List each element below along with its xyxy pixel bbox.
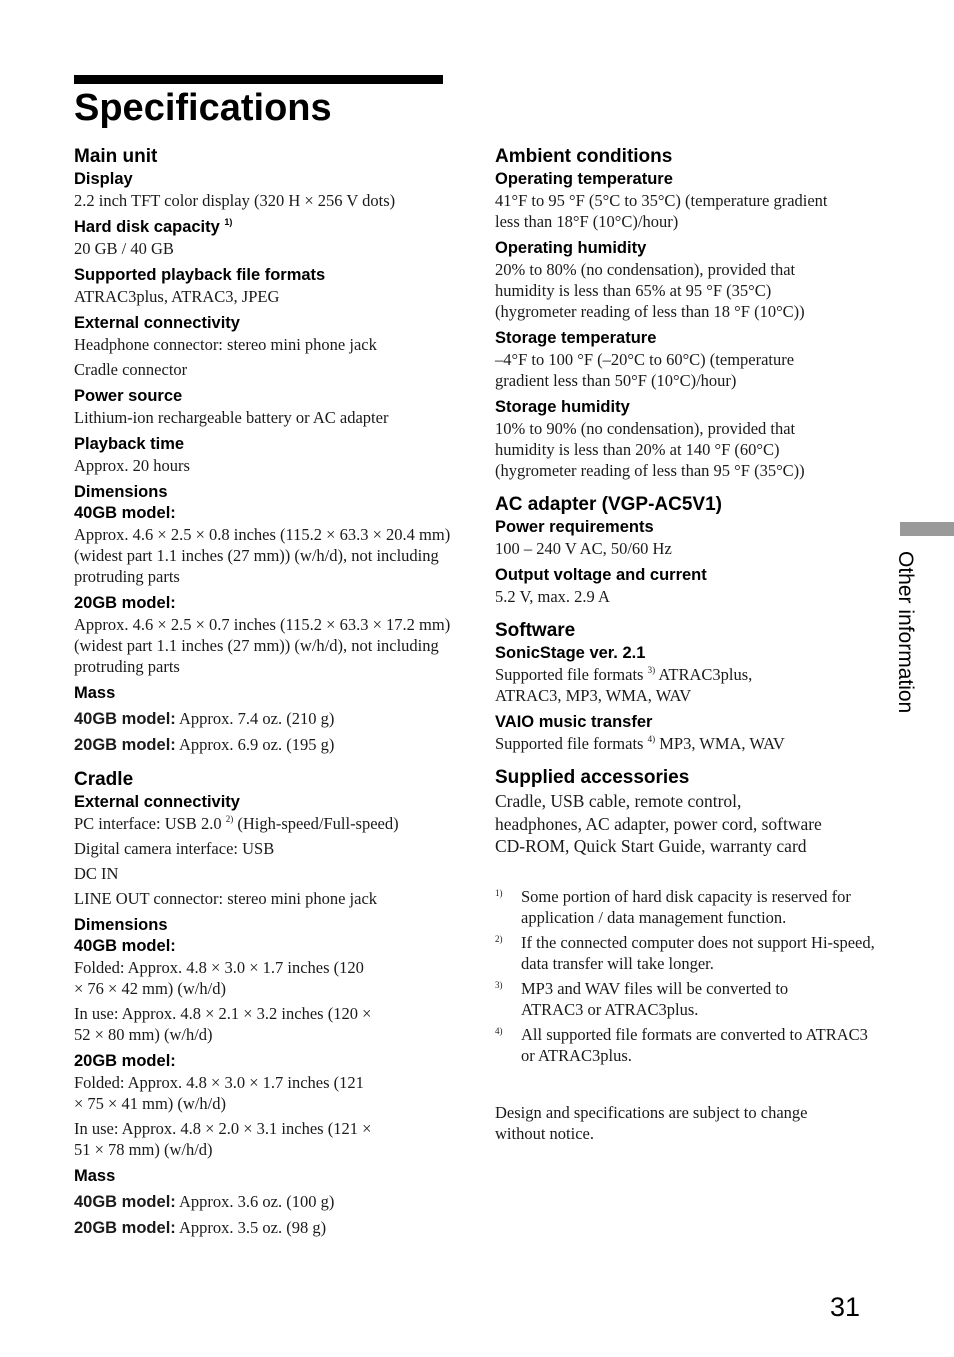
main-dim-40-text: Approx. 4.6 × 2.5 × 0.8 inches (115.2 × 63.3 × 20.4 mm) (widest part 1.1 inches (27 mm)) (w/h/d), not including protruding parts	[74, 525, 451, 586]
vaio-formats: MP3, WMA, WAV	[659, 734, 785, 753]
power-text: Lithium-ion rechargeable battery or AC adapter	[74, 408, 389, 427]
sonicstage-text	[495, 664, 815, 706]
vaio-label: VAIO music transfer	[495, 713, 653, 731]
cradle-dimensions-label: Dimensions	[74, 916, 168, 934]
display-text: 2.2 inch TFT color display (320 H × 256 V dots)	[74, 191, 396, 210]
main-dim-40-label: 40GB model:	[74, 504, 176, 522]
output-text: 5.2 V, max. 2.9 A	[495, 587, 610, 606]
power-req-label: Power requirements	[495, 518, 654, 536]
sonicstage-prefix: Supported file formats	[495, 665, 644, 684]
main-connectivity-line: Cradle connector	[74, 360, 188, 379]
op-hum-label: Operating humidity	[495, 239, 647, 257]
closing-notice: Design and specifications are subject to change without notice.	[495, 1102, 808, 1143]
sonicstage-label: SonicStage ver. 2.1	[495, 644, 646, 662]
cradle-mass-40-label: 40GB model:	[74, 1193, 176, 1211]
op-hum-text: 20% to 80% (no condensation), provided that humidity is less than 65% at 95 °F (35°C) (hygrometer reading of less than 18 °F (10°C))	[495, 260, 805, 321]
cradle-mass-20-label: 20GB model:	[74, 1219, 176, 1237]
cradle-mass-40-text: Approx. 3.6 oz. (100 g)	[179, 1192, 335, 1211]
main-mass-40-text: Approx. 7.4 oz. (210 g)	[179, 709, 335, 728]
cradle-connectivity-line: Digital camera interface: USB	[74, 839, 275, 858]
footnote-text: Some portion of hard disk capacity is reserved for application / data management function.	[521, 886, 851, 927]
footnote	[495, 886, 875, 928]
footnote-text: If the connected computer does not support Hi-speed, data transfer will take longer.	[521, 932, 875, 973]
page-number: 31	[830, 1292, 861, 1322]
main-unit-heading: Main unit	[74, 146, 158, 167]
footnote-number: 4)	[495, 1025, 503, 1036]
accessories-heading: Supplied accessories	[495, 767, 690, 788]
right-column	[495, 145, 875, 1144]
main-dim-20-label: 20GB model:	[74, 594, 176, 612]
cradle-pc-text: PC interface: USB 2.0	[74, 814, 222, 833]
output-label: Output voltage and current	[495, 566, 707, 584]
cradle-connectivity-line: LINE OUT connector: stereo mini phone jack	[74, 889, 378, 908]
main-connectivity-line: Headphone connector: stereo mini phone jack	[74, 335, 377, 354]
footnote	[495, 932, 875, 974]
display-label: Display	[74, 170, 133, 188]
footnote-ref: 4)	[647, 734, 656, 744]
cradle-pc-speed: (High-speed/Full-speed)	[237, 814, 399, 833]
footnote-ref: 3)	[647, 665, 656, 675]
hdd-text: 20 GB / 40 GB	[74, 239, 174, 258]
main-mass-40-label: 40GB model:	[74, 710, 176, 728]
ambient-heading: Ambient conditions	[495, 146, 673, 167]
playback-label: Playback time	[74, 435, 185, 453]
st-hum-label: Storage humidity	[495, 398, 630, 416]
cradle-dim-20-folded: Folded: Approx. 4.8 × 3.0 × 1.7 inches (121 × 75 × 41 mm) (w/h/d)	[74, 1073, 364, 1113]
page-title: Specifications	[74, 87, 332, 129]
main-mass-20-text: Approx. 6.9 oz. (195 g)	[179, 735, 335, 754]
sonicstage-formats: ATRAC3plus, ATRAC3, MP3, WMA, WAV	[495, 665, 753, 705]
power-req-text: 100 – 240 V AC, 50/60 Hz	[495, 539, 672, 558]
main-mass-20	[74, 734, 454, 756]
power-label: Power source	[74, 387, 183, 405]
ac-adapter-heading: AC adapter (VGP-AC5V1)	[495, 494, 722, 515]
cradle-heading: Cradle	[74, 769, 134, 790]
op-temp-label: Operating temperature	[495, 170, 673, 188]
footnote	[495, 978, 875, 1020]
vaio-prefix: Supported file formats	[495, 734, 644, 753]
footnote-text: All supported file formats are converted to ATRAC3 or ATRAC3plus.	[521, 1024, 868, 1065]
footnote-text: MP3 and WAV files will be converted to ATRAC3 or ATRAC3plus.	[521, 978, 789, 1019]
hdd-label: Hard disk capacity	[74, 218, 220, 236]
st-temp-text: –4°F to 100 °F (–20°C to 60°C) (temperature gradient less than 50°F (10°C)/hour)	[495, 350, 795, 390]
cradle-pc-interface	[74, 813, 454, 834]
software-heading: Software	[495, 620, 576, 641]
footnotes	[495, 886, 875, 1066]
footnote-ref: 1)	[224, 217, 233, 227]
main-connectivity-label: External connectivity	[74, 314, 240, 332]
main-mass-20-label: 20GB model:	[74, 736, 176, 754]
main-dimensions-label: Dimensions	[74, 483, 168, 501]
footnote-ref: 2)	[225, 814, 234, 824]
side-tab-label: Other information	[894, 551, 917, 714]
main-mass-40	[74, 708, 454, 730]
footnote	[495, 1024, 875, 1066]
hdd-label-row	[74, 217, 454, 238]
cradle-dim-40-label: 40GB model:	[74, 937, 176, 955]
vaio-text	[495, 733, 875, 754]
cradle-dim-40-inuse: In use: Approx. 4.8 × 2.1 × 3.2 inches (120 × 52 × 80 mm) (w/h/d)	[74, 1004, 372, 1044]
cradle-mass-20-text: Approx. 3.5 oz. (98 g)	[179, 1218, 327, 1237]
cradle-mass-20	[74, 1217, 454, 1239]
cradle-mass-40	[74, 1191, 454, 1213]
cradle-connectivity-line: DC IN	[74, 864, 119, 883]
accessories-text: Cradle, USB cable, remote control, headphones, AC adapter, power cord, software CD-ROM, Quick Start Guide, warranty card	[495, 791, 822, 856]
formats-text: ATRAC3plus, ATRAC3, JPEG	[74, 287, 280, 306]
op-temp-text: 41°F to 95 °F (5°C to 35°C) (temperature gradient less than 18°F (10°C)/hour)	[495, 191, 828, 231]
cradle-dim-20-label: 20GB model:	[74, 1052, 176, 1070]
cradle-mass-label: Mass	[74, 1167, 116, 1185]
section-tab-marker	[900, 522, 954, 536]
playback-text: Approx. 20 hours	[74, 456, 190, 475]
footnote-number: 3)	[495, 979, 503, 990]
formats-label: Supported playback file formats	[74, 266, 326, 284]
footnote-number: 1)	[495, 887, 503, 898]
st-hum-text: 10% to 90% (no condensation), provided that humidity is less than 20% at 140 °F (60°C) (hygrometer reading of less than 95 °F (35°C))	[495, 419, 805, 480]
cradle-dim-40-folded: Folded: Approx. 4.8 × 3.0 × 1.7 inches (120 × 76 × 42 mm) (w/h/d)	[74, 958, 364, 998]
cradle-dim-20-inuse: In use: Approx. 4.8 × 2.0 × 3.1 inches (121 × 51 × 78 mm) (w/h/d)	[74, 1119, 372, 1159]
left-column	[74, 145, 454, 1239]
title-rule	[74, 75, 443, 84]
main-dim-20-text: Approx. 4.6 × 2.5 × 0.7 inches (115.2 × 63.3 × 17.2 mm) (widest part 1.1 inches (27 mm)) (w/h/d), not including protruding parts	[74, 615, 451, 676]
cradle-connectivity-label: External connectivity	[74, 793, 240, 811]
main-mass-label: Mass	[74, 684, 116, 702]
st-temp-label: Storage temperature	[495, 329, 657, 347]
footnote-number: 2)	[495, 933, 503, 944]
